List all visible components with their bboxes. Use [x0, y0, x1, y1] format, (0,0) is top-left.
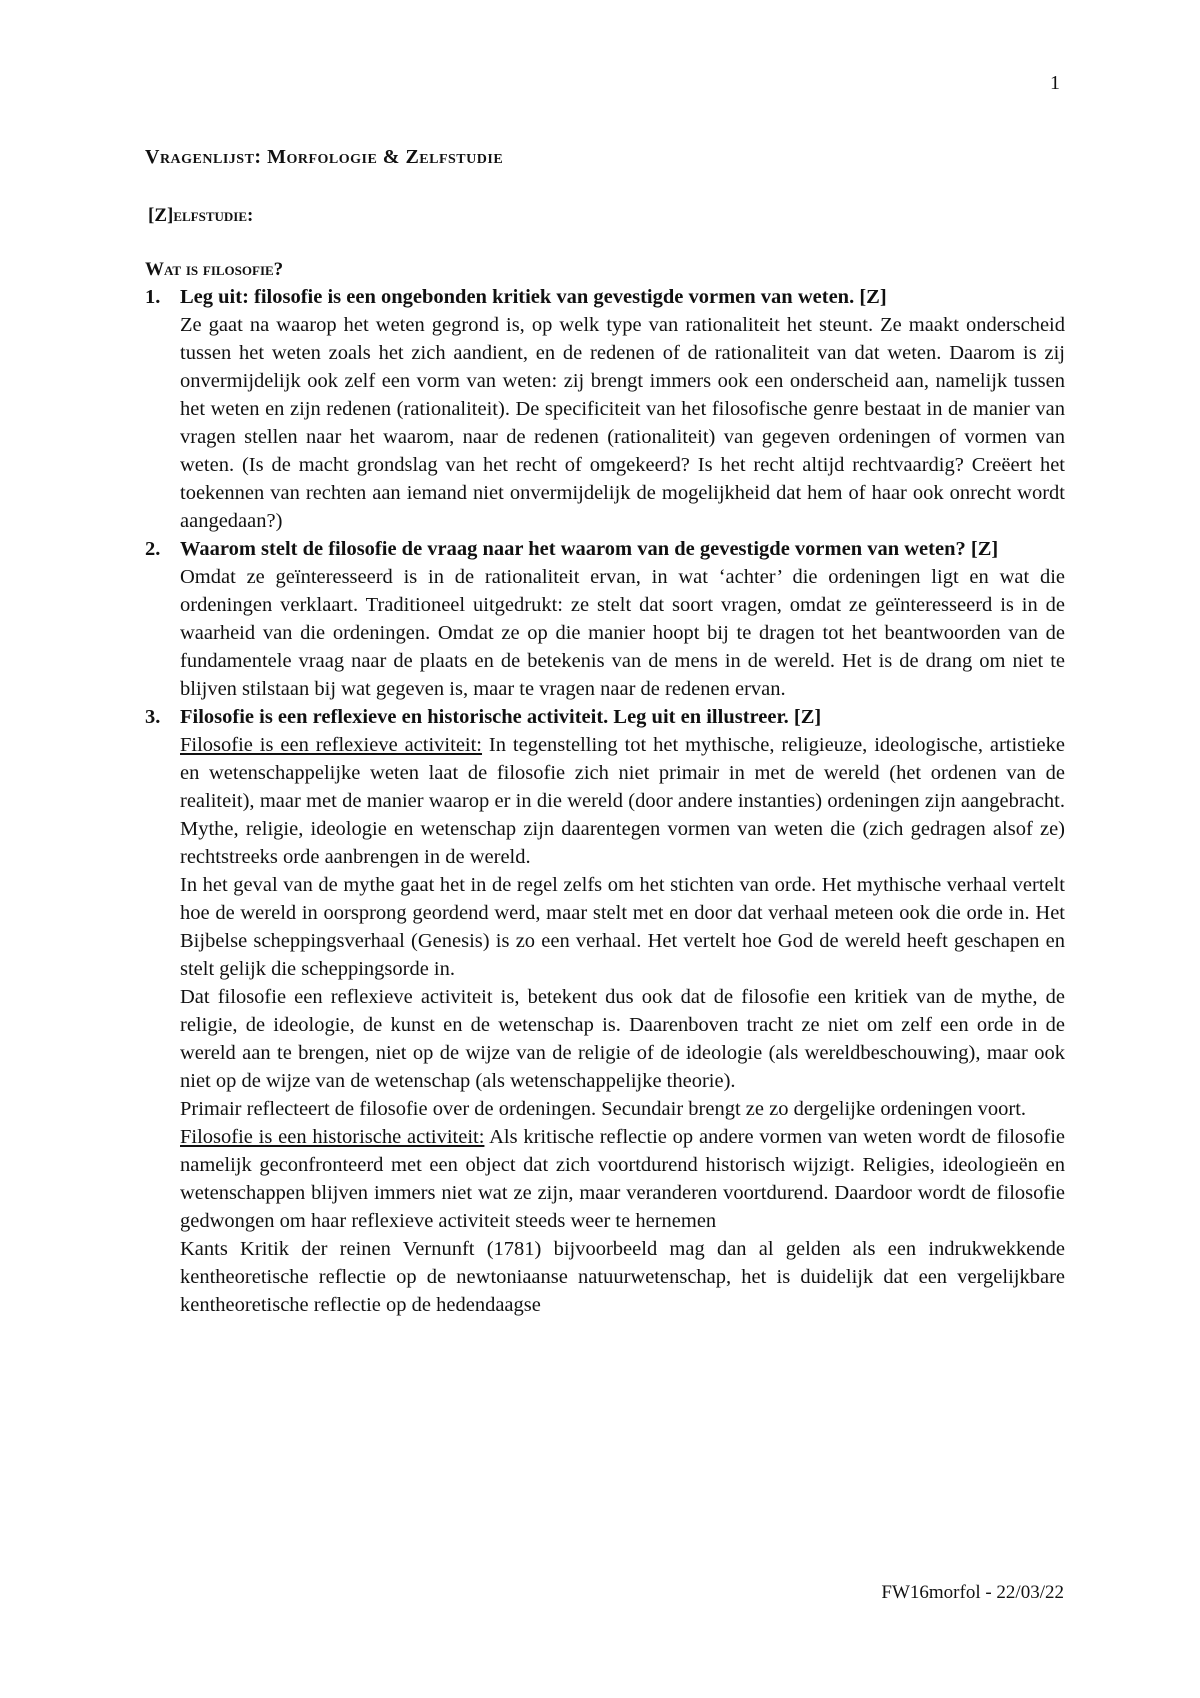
- question-list: [145, 283, 1065, 1319]
- answer-block: [180, 563, 1065, 703]
- subsection-label-historical: Filosofie is een historische activiteit:: [180, 1126, 485, 1148]
- subsection-label-reflexive: Filosofie is een reflexieve activiteit:: [180, 734, 483, 756]
- question-item-3: [145, 703, 1065, 1319]
- question-item-2: [145, 535, 1065, 703]
- answer-block: [180, 311, 1065, 535]
- answer-paragraph: Omdat ze geïnteresseerd is in de rationaliteit ervan, in wat ‘achter’ die ordeningen ligt en wat die ordeningen verklaart. Traditioneel uitgedrukt: ze stelt dat soort vragen, omdat ze geïnteresseerd is in de waarheid van die ordeningen. Omdat ze op die manier hoopt bij te dragen tot het beantwoorden van de fundamentele vraag naar de plaats en de betekenis van de mens in de wereld. Het is de drang om niet te blijven stilstaan bij wat gegeven is, maar te vragen naar de redenen ervan.: [180, 566, 1065, 700]
- answer-text: Als kritische reflectie op andere vormen van weten wordt de filosofie namelijk geconfronteerd met een object dat zich voortdurend historisch wijzigt. Religies, ideologieën en wetenschappen blijven immers niet wat ze zijn, maar veranderen voortdurend. Daardoor wordt de filosofie gedwongen om haar reflexieve activiteit steeds weer te hernemen: [180, 1126, 1065, 1232]
- question-item-1: [145, 283, 1065, 535]
- question-number: 3.: [145, 706, 161, 728]
- question-number: 1.: [145, 286, 161, 308]
- answer-paragraph: Ze gaat na waarop het weten gegrond is, op welk type van rationaliteit het steunt. Ze maakt onderscheid tussen het weten zoals het zich aandient, en de redenen of de rationaliteit van dat weten. Daarom is zij onvermijdelijk ook zelf een vorm van weten: zij brengt immers ook een onderscheid aan, namelijk tussen het weten en zijn redenen (rationaliteit). De specificiteit van het filosofische genre bestaat in de manier van vragen stellen naar het waarom, naar de redenen (rationaliteit) van gegeven ordeningen of vormen van weten. (Is de macht grondslag van het recht of omgekeerd? Is het recht altijd rechtvaardig? Creëert het toekennen van rechten aan iemand niet onvermijdelijk de mogelijkheid dat hem of haar ook onrecht wordt aangedaan?): [180, 314, 1065, 532]
- answer-paragraph: [180, 731, 1065, 871]
- answer-paragraph: Primair reflecteert de filosofie over de ordeningen. Secundair brengt ze zo dergelijke ordeningen voort.: [180, 1098, 1027, 1120]
- question-text: Waarom stelt de filosofie de vraag naar het waarom van de gevestigde vormen van weten? [Z]: [180, 538, 999, 560]
- page-number: 1: [1050, 72, 1060, 94]
- answer-paragraph: In het geval van de mythe gaat het in de regel zelfs om het stichten van orde. Het mythische verhaal vertelt hoe de wereld in oorsprong geordend werd, maar stelt met en door dat verhaal meteen ook die orde in. Het Bijbelse scheppingsverhaal (Genesis) is zo een verhaal. Het vertelt hoe God de wereld heeft geschapen en stelt gelijk die scheppingsorde in.: [180, 874, 1065, 980]
- document-title: Vragenlijst: Morfologie & Zelfstudie: [145, 146, 504, 168]
- answer-paragraph: [180, 1123, 1065, 1235]
- page-footer: FW16morfol - 22/03/22: [881, 1582, 1064, 1603]
- section-heading: [Z]elfstudie:: [148, 205, 254, 226]
- answer-paragraph: Kants Kritik der reinen Vernunft (1781) bijvoorbeeld mag dan al gelden als een indrukwekkende kentheoretische reflectie op de newtoniaanse natuurwetenschap, het is duidelijk dat een vergelijkbare kentheoretische reflectie op de hedendaagse: [180, 1238, 1065, 1316]
- answer-text: In tegenstelling tot het mythische, religieuze, ideologische, artistieke en wetenschappelijke weten laat de filosofie zich niet primair in met de wereld (het ordenen van de realiteit), maar met de manier waarop er in die wereld (door andere instanties) ordeningen zijn aangebracht. Mythe, religie, ideologie en wetenschap zijn daarentegen vormen van weten die (zich gedragen alsof ze) rechtstreeks orde aanbrengen in de wereld.: [180, 734, 1065, 868]
- answer-paragraph: Dat filosofie een reflexieve activiteit is, betekent dus ook dat de filosofie een kritiek van de mythe, de religie, de ideologie, de kunst en de wetenschap is. Daarenboven tracht ze niet om zelf een orde in de wereld aan te brengen, niet op de wijze van de religie of de ideologie (als wereldbeschouwing), maar ook niet op de wijze van de wetenschap (als wetenschappelijke theorie).: [180, 986, 1065, 1092]
- question-text: Filosofie is een reflexieve en historische activiteit. Leg uit en illustreer. [Z]: [180, 706, 822, 728]
- topic-heading: Wat is filosofie?: [145, 259, 284, 280]
- question-number: 2.: [145, 538, 161, 560]
- question-text: Leg uit: filosofie is een ongebonden kritiek van gevestigde vormen van weten. [Z]: [180, 286, 887, 308]
- answer-block: [180, 731, 1065, 1319]
